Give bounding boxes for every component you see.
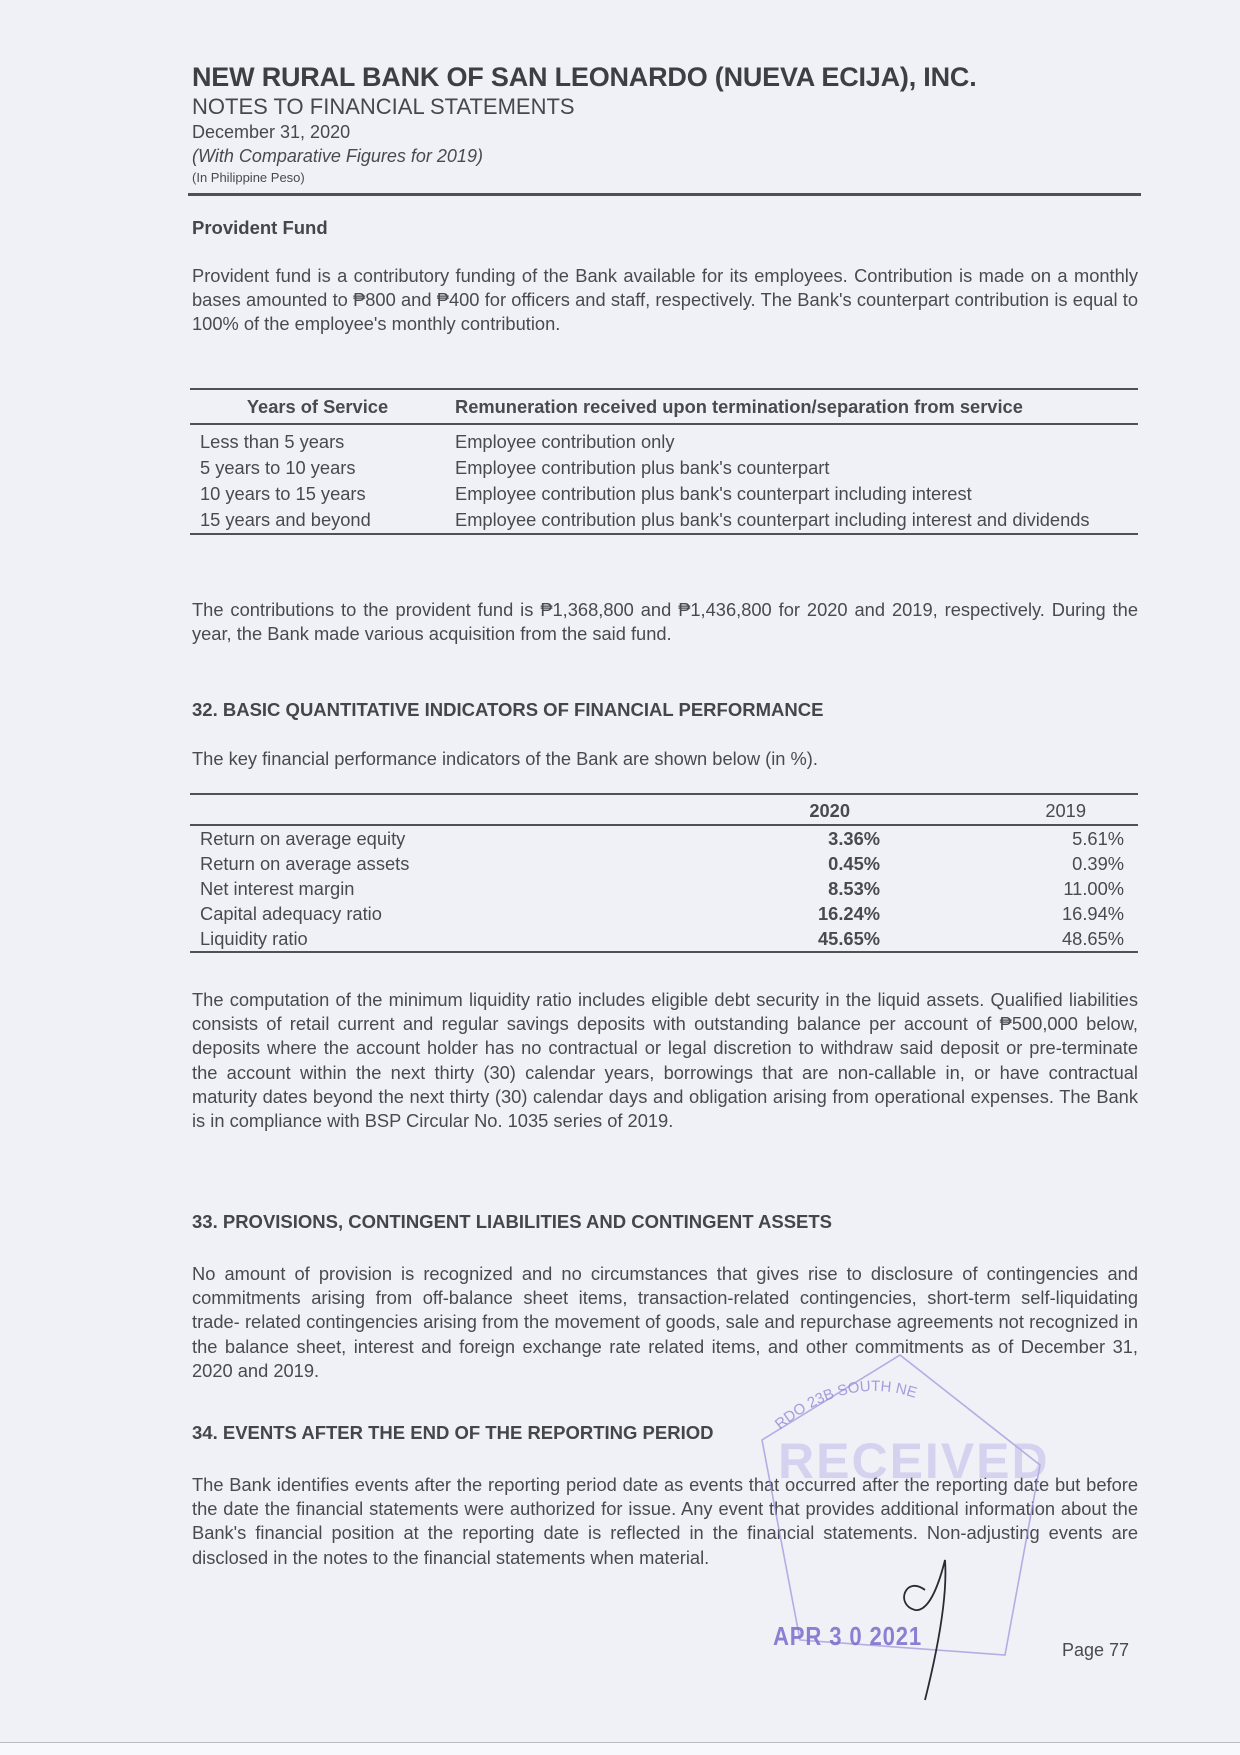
table-row <box>190 901 1138 926</box>
currency-note: (In Philippine Peso) <box>192 170 305 185</box>
section-32-intro: The key financial performance indicators of the Bank are shown below (in %). <box>192 748 818 769</box>
value-2020: 8.53% <box>828 878 880 899</box>
table-row <box>190 926 1138 952</box>
page-number: Page 77 <box>1062 1640 1130 1660</box>
table-header-row <box>190 389 1138 424</box>
header-divider <box>188 193 1141 196</box>
company-name: NEW RURAL BANK OF SAN LEONARDO (NUEVA ECIJA), INC. <box>192 62 977 92</box>
provident-fund-contributions: The contributions to the provident fund is ₱1,368,800 and ₱1,436,800 for 2020 and 2019, respectively. During the year, the Bank made various acquisition from the said fund. <box>192 599 1138 645</box>
comparative-note: (With Comparative Figures for 2019) <box>192 146 483 166</box>
years-cell: 5 years to 10 years <box>200 457 356 478</box>
provident-fund-intro: Provident fund is a contributory funding of the Bank available for its employees. Contribution is made on a monthly bases amounted to ₱800 and ₱400 for officers and staff, respectively. The Bank's counterpart contribution is equal to 100% of the employee's monthly contribution. <box>192 265 1138 335</box>
remuneration-cell: Employee contribution plus bank's counterpart including interest <box>455 483 972 504</box>
stamp-date: APR 3 0 2021 <box>773 1621 923 1651</box>
section-32-heading: 32. BASIC QUANTITATIVE INDICATORS OF FINANCIAL PERFORMANCE <box>192 699 824 720</box>
remuneration-cell: Employee contribution plus bank's counterpart <box>455 457 830 478</box>
stamp-received-label: RECEIVED <box>778 1433 1050 1489</box>
liquidity-ratio-note: The computation of the minimum liquidity ratio includes eligible debt security in the liquid assets. Qualified liabilities consists of retail current and regular savings deposits with outstanding balance per account of ₱500,000 below, deposits where the account holder has no contractual or legal discretion to withdraw said deposit or pre-terminate the account within the next thirty (30) calendar years, borrowings that are non-callable in, or have contractual maturity dates beyond the next thirty (30) calendar days and obligation arising from operational expenses. The Bank is in compliance with BSP Circular No. 1035 series of 2019. <box>192 989 1138 1132</box>
table-row <box>190 506 1138 534</box>
value-2019: 5.61% <box>1072 828 1124 849</box>
financial-indicators-table <box>190 793 1138 953</box>
indicator-label: Return on average equity <box>200 828 406 849</box>
indicator-label: Net interest margin <box>200 878 355 899</box>
section-34-body: The Bank identifies events after the reporting period date as events that occurred after the reporting date but before the date the financial statements were authorized for issue. Any event that provides additional information about the Bank's financial position at the reporting date is reflected in the financial statements. Non-adjusting events are disclosed in the notes to the financial statements when material. <box>192 1474 1138 1568</box>
value-2020: 16.24% <box>817 903 880 924</box>
column-header-2019: 2019 <box>884 794 1138 825</box>
years-cell: 15 years and beyond <box>190 506 445 534</box>
value-2020: 3.36% <box>828 828 880 849</box>
document-title: NOTES TO FINANCIAL STATEMENTS <box>192 94 575 119</box>
table-row <box>190 424 1138 454</box>
provident-fund-table <box>190 388 1138 535</box>
value-2019: 0.39% <box>1072 853 1124 874</box>
remuneration-cell: Employee contribution plus bank's counterpart including interest and dividends <box>445 506 1138 534</box>
table-row <box>190 480 1138 506</box>
indicator-label: Return on average assets <box>200 853 410 874</box>
table-row <box>190 454 1138 480</box>
column-header-remuneration: Remuneration received upon termination/separation from service <box>445 389 1138 424</box>
table-header-row <box>190 794 1138 825</box>
section-33-body: No amount of provision is recognized and no circumstances that gives rise to disclosure of contingencies and commitments arising from off-balance sheet items, transaction-related contingencies, short-term self-liquidating trade- related contingencies arising from the movement of goods, sale and repurchase agreements not recognized in the balance sheet, interest and foreign exchange rate related items, and other commitments as of December 31, 2020 and 2019. <box>192 1263 1138 1381</box>
provident-fund-heading: Provident Fund <box>192 217 328 238</box>
column-header-2020: 2020 <box>670 794 884 825</box>
value-2019: 48.65% <box>884 926 1138 952</box>
value-2020: 45.65% <box>670 926 884 952</box>
table-row <box>190 825 1138 851</box>
section-33-heading: 33. PROVISIONS, CONTINGENT LIABILITIES AND CONTINGENT ASSETS <box>192 1211 833 1232</box>
value-2019: 11.00% <box>1063 878 1124 899</box>
value-2020: 0.45% <box>828 853 880 874</box>
value-2019: 16.94% <box>1061 903 1124 924</box>
remuneration-cell: Employee contribution only <box>455 431 675 452</box>
indicator-label: Capital adequacy ratio <box>200 903 382 924</box>
section-34-heading: 34. EVENTS AFTER THE END OF THE REPORTING PERIOD <box>192 1422 714 1443</box>
table-row <box>190 876 1138 901</box>
statement-date: December 31, 2020 <box>192 122 351 142</box>
years-cell: 10 years to 15 years <box>200 483 366 504</box>
years-cell: Less than 5 years <box>200 431 345 452</box>
column-header-indicator <box>190 794 670 825</box>
page-edge <box>0 1743 1240 1755</box>
indicator-label: Liquidity ratio <box>190 926 670 952</box>
table-row <box>190 851 1138 876</box>
column-header-years: Years of Service <box>190 389 445 424</box>
stamp-arc-text: RDO 23B SOUTH NE <box>771 1377 920 1433</box>
